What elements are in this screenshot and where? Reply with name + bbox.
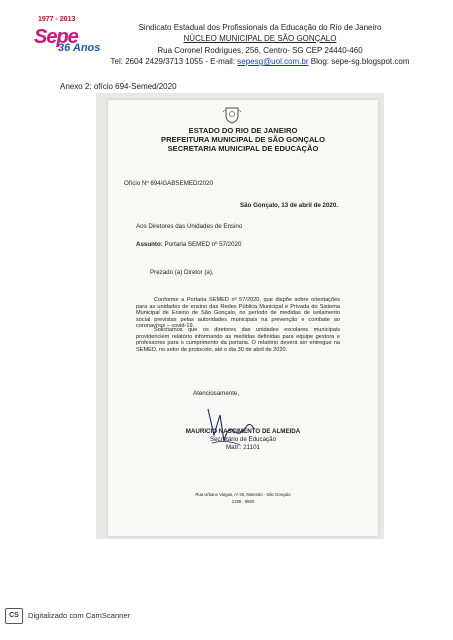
logo-word: Sepe [34,26,78,48]
subject-label: Assunto: [136,241,163,248]
blog-text: Blog: sepe-sg.blogspot.com [308,57,410,66]
contact-prefix: Tel: 2604 2429/3713 1055 - E-mail: [110,57,238,66]
doc-prefeitura: PREFEITURA MUNICIPAL DE SÃO GONÇALO [161,135,325,144]
camscanner-icon: CS [5,608,23,624]
doc-paragraph-2: Solicitamos que os diretores das unidades escolares municipais providenciem relatório informando as medidas definidas para equipe gestora e professores para o cumprimento da portaria. O relatório deverá ser entregue na SEMED, no setor de protocolo, até o dia 30 de abril de 2020. [136,327,340,353]
nucleo-name: NÚCLEO MUNICIPAL DE SÃO GONÇALO [183,34,337,43]
subject-value: Portaria SEMED nº 57/2020 [164,241,242,248]
doc-recipient: Aos Diretores das Unidades de Ensino [136,223,243,230]
doc-signer-name: MAURICIO NASCIMENTO DE ALMEIDA [185,428,301,435]
doc-subject [136,241,241,249]
doc-state: ESTADO DO RIO DE JANEIRO [188,126,298,135]
org-contact [90,56,430,67]
camscanner-text: Digitalizado com CamScanner [28,611,131,620]
doc-secretaria: SECRETARIA MUNICIPAL DE EDUCAÇÃO [167,144,319,153]
annex-label: Anexo 2: ofício 694-Semed/2020 [60,82,177,91]
email-link[interactable]: sepesg@uol.com.br [237,57,309,66]
logo-years: 1977 - 2013 [38,16,76,23]
org-address: Rua Coronel Rodrigues, 256, Centro- SG CEP 24440-460 [157,46,363,55]
logo-anos: 36 Anos [58,42,101,54]
doc-signer-title: Secretário de Educação [209,436,277,443]
doc-footer-address: Rua Urbano Vargas, nº 36, Mutondo - São Gonçalo [195,492,291,497]
doc-greeting: Prezado (a) Diretor (a), [150,269,214,276]
doc-oficio-number: Ofício Nº 694/GABSEMED/2020 [124,180,213,187]
doc-closing: Atenciosamente, [193,390,240,397]
org-name: Sindicato Estadual dos Profissionais da Educação do Rio de Janeiro [138,23,382,32]
doc-signer-id: Matr.: 21101 [226,444,260,451]
coat-of-arms-icon [222,106,242,124]
doc-footer-phone: 2199 - 6500 [231,499,255,504]
doc-paragraph-1: Conforme a Portaria SEMED nº 57/2020, que dispõe sobre orientações para as unidades de ensino das Redes Pública Municipal e Privada do Sistema Municipal de Ensino de São Gonçalo, no período de medidas de isolamento social previstas pelas autoridades municipais na prevenção e combate ao coronavírus – covid-19. [136,297,340,330]
doc-date: São Gonçalo, 13 de abril de 2020. [240,202,339,209]
